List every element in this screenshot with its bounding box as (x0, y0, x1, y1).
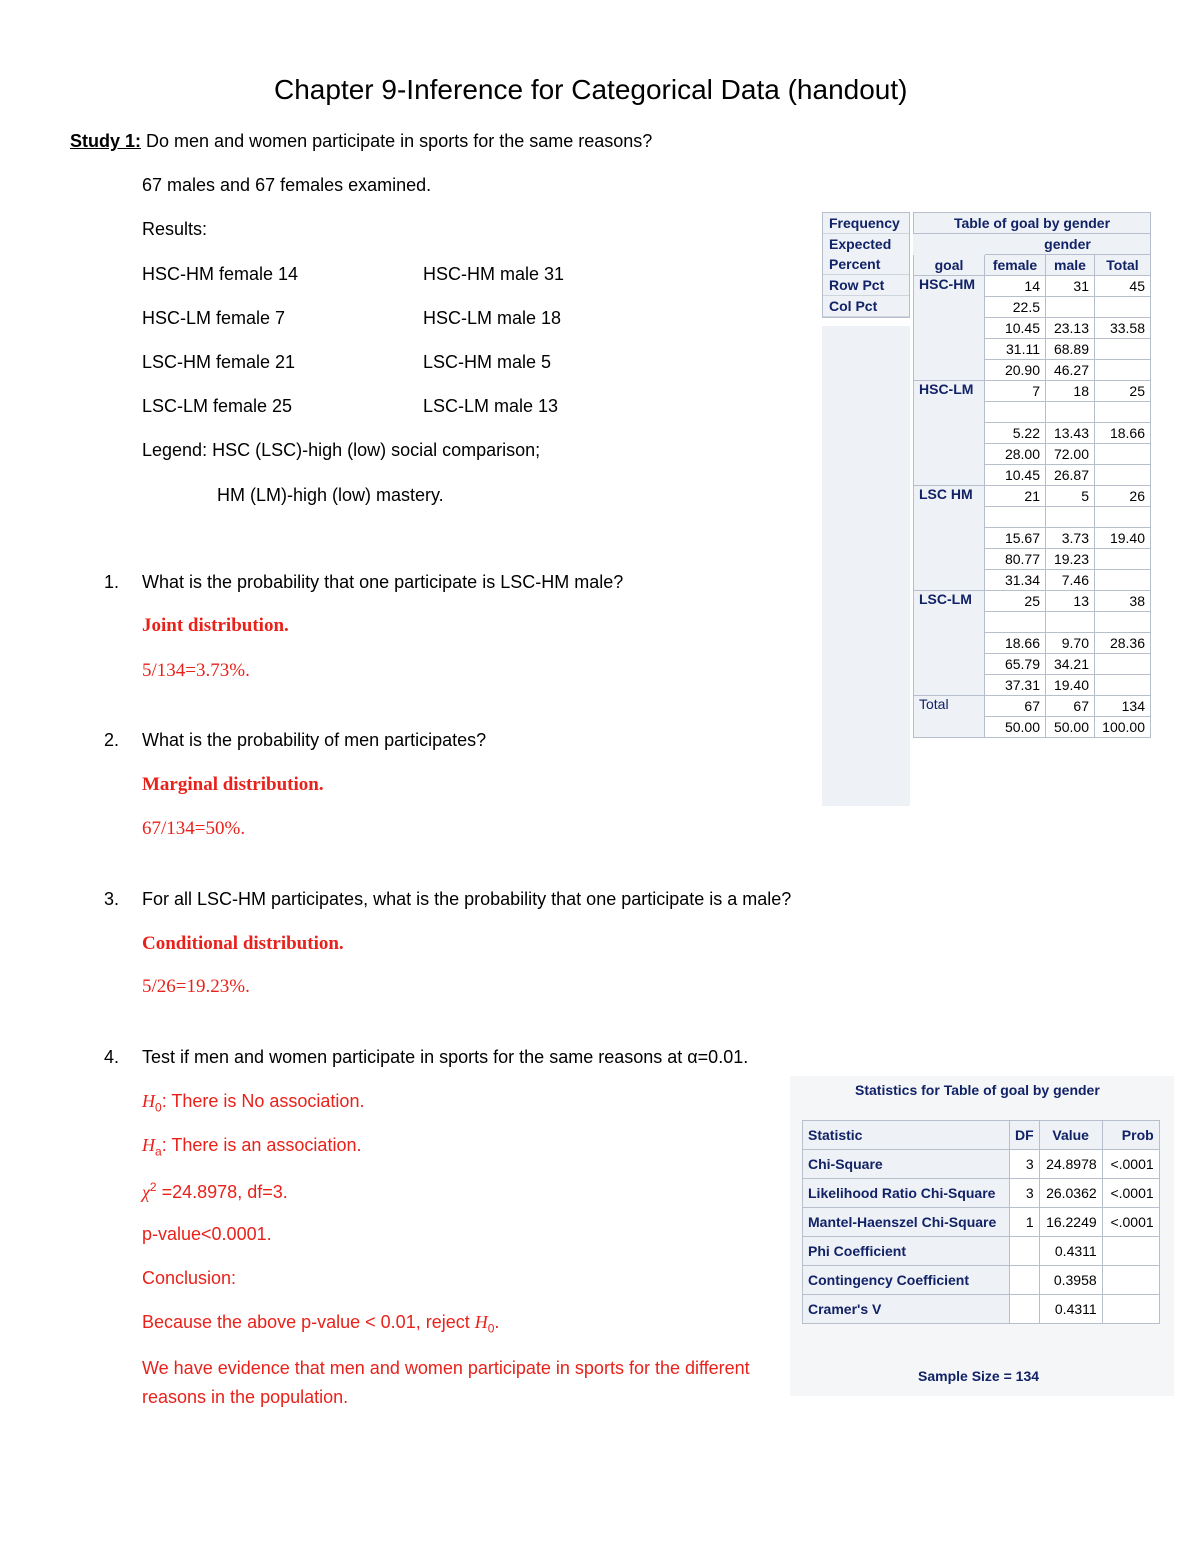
legend-col-pct: Col Pct (823, 296, 909, 317)
crosstab-cell: 7 (985, 381, 1046, 402)
crosstab-cell: 5 (1046, 486, 1095, 507)
crosstab-cell: 25 (1095, 381, 1151, 402)
crosstab-cell: 38 (1095, 591, 1151, 612)
crosstab-cell: 7.46 (1046, 570, 1095, 591)
crosstab-cell: 21 (985, 486, 1046, 507)
stats-table (802, 1120, 1160, 1324)
crosstab-total-cell: 67 (1046, 696, 1095, 717)
crosstab-cell (1095, 402, 1151, 423)
stats-cell (1010, 1237, 1040, 1266)
crosstab-cell: 20.90 (985, 360, 1046, 381)
reject-end: . (494, 1312, 500, 1332)
column-header: female (985, 255, 1046, 276)
crosstab-row (914, 591, 1151, 612)
crosstab-row (914, 276, 1151, 297)
result-right: LSC-LM male 13 (423, 396, 559, 416)
crosstab-cell (1095, 507, 1151, 528)
crosstab-cell: 14 (985, 276, 1046, 297)
question-number: 2. (104, 730, 120, 750)
study-label: Study 1: (70, 131, 142, 151)
crosstab-cell: 65.79 (985, 654, 1046, 675)
crosstab-row (914, 486, 1151, 507)
row-label: LSC HM (914, 486, 985, 591)
question-text: What is the probability of men participates? (142, 730, 487, 750)
reject-statement (142, 1312, 499, 1336)
stats-cell: 0.3958 (1039, 1266, 1102, 1295)
crosstab-cell (985, 612, 1046, 633)
stats-header: Prob (1102, 1121, 1159, 1150)
crosstab-total-cell: 134 (1095, 696, 1151, 717)
stats-cell: <.0001 (1102, 1179, 1159, 1208)
row-label: HSC-HM (914, 276, 985, 381)
conclusion-label: Conclusion: (142, 1268, 237, 1288)
crosstab-cell: 37.31 (985, 675, 1046, 696)
crosstab-cell (985, 507, 1046, 528)
crosstab-cell: 19.40 (1046, 675, 1095, 696)
stats-cell: <.0001 (1102, 1208, 1159, 1237)
h0-symbol: H (474, 1312, 488, 1332)
row-label: HSC-LM (914, 381, 985, 486)
chi-symbol: χ (142, 1182, 150, 1202)
legend-row-pct: Row Pct (823, 275, 909, 296)
crosstab-cell (1095, 654, 1151, 675)
crosstab-cell (1046, 507, 1095, 528)
stats-header: Statistic (803, 1121, 1010, 1150)
answer-value: 5/26=19.23%. (142, 976, 250, 997)
stats-label: Contingency Coefficient (803, 1266, 1010, 1295)
answer-value: 67/134=50%. (142, 818, 246, 839)
crosstab-cell: 31.11 (985, 339, 1046, 360)
crosstab-cell: 25 (985, 591, 1046, 612)
stats-row (803, 1150, 1160, 1179)
legend-line-1: Legend: HSC (LSC)-high (low) social comparison; (142, 440, 541, 460)
crosstab-cell: 80.77 (985, 549, 1046, 570)
crosstab-cell: 28.36 (1095, 633, 1151, 654)
stats-row (803, 1237, 1160, 1266)
legend-line-2: HM (LM)-high (low) mastery. (217, 485, 444, 505)
question-number: 4. (104, 1047, 120, 1067)
crosstab-cell: 34.21 (1046, 654, 1095, 675)
crosstab-cell: 19.23 (1046, 549, 1095, 570)
crosstab-cell (1046, 402, 1095, 423)
crosstab-cell: 18 (1046, 381, 1095, 402)
stats-title: Statistics for Table of goal by gender (855, 1082, 1100, 1098)
result-left: HSC-HM female 14 (142, 264, 299, 284)
stats-row (803, 1266, 1160, 1295)
h0-symbol: H (142, 1091, 155, 1111)
stats-cell (1102, 1295, 1159, 1324)
crosstab-cell: 22.5 (985, 297, 1046, 318)
crosstab-cell (1095, 549, 1151, 570)
stats-cell: 16.2249 (1039, 1208, 1102, 1237)
chi-superscript: 2 (149, 1180, 157, 1194)
question-number: 3. (104, 889, 120, 909)
crosstab-cell: 18.66 (1095, 423, 1151, 444)
crosstab-cell: 18.66 (985, 633, 1046, 654)
study-line (70, 131, 652, 152)
study-question: Do men and women participate in sports for the same reasons? (146, 131, 653, 151)
crosstab-cell: 72.00 (1046, 444, 1095, 465)
crosstab-cell: 10.45 (985, 318, 1046, 339)
reject-text: Because the above p-value < 0.01, reject (142, 1312, 475, 1332)
answer-type: Marginal distribution. (142, 774, 324, 795)
crosstab-cell: 46.27 (1046, 360, 1095, 381)
alt-hypothesis (142, 1135, 361, 1159)
crosstab-cell (1095, 297, 1151, 318)
crosstab-cell (1095, 444, 1151, 465)
crosstab-cell: 23.13 (1046, 318, 1095, 339)
answer-type: Joint distribution. (142, 615, 289, 636)
stats-label: Mantel-Haenszel Chi-Square (803, 1208, 1010, 1237)
crosstab-cell (1046, 297, 1095, 318)
row-label: LSC-LM (914, 591, 985, 696)
stats-cell: <.0001 (1102, 1150, 1159, 1179)
stats-row (803, 1179, 1160, 1208)
chi-square-stat (142, 1180, 288, 1203)
crosstab-cell (1095, 465, 1151, 486)
column-header: male (1046, 255, 1095, 276)
question-text: Test if men and women participate in sports for the same reasons at α=0.01. (142, 1047, 749, 1067)
result-right: HSC-LM male 18 (423, 308, 562, 328)
p-value: p-value<0.0001. (142, 1224, 272, 1244)
result-left: LSC-HM female 21 (142, 352, 296, 372)
legend-panel-bg (822, 326, 910, 806)
crosstab-col-group: gender (985, 234, 1151, 255)
stats-cell: 24.8978 (1039, 1150, 1102, 1179)
ha-symbol: H (142, 1135, 155, 1155)
stats-cell: 1 (1010, 1208, 1040, 1237)
crosstab-table (913, 212, 1151, 738)
crosstab-total-row (914, 696, 1151, 717)
null-hypothesis (142, 1091, 364, 1115)
stats-cell: 3 (1010, 1150, 1040, 1179)
crosstab-cell: 9.70 (1046, 633, 1095, 654)
stats-cell (1010, 1266, 1040, 1295)
crosstab-cell (1095, 612, 1151, 633)
h0-text: : There is No association. (161, 1091, 365, 1111)
stats-cell: 3 (1010, 1179, 1040, 1208)
crosstab-total-cell: 50.00 (985, 717, 1046, 738)
stats-label: Phi Coefficient (803, 1237, 1010, 1266)
crosstab-cell: 31.34 (985, 570, 1046, 591)
page-title: Chapter 9-Inference for Categorical Data (handout) (274, 74, 908, 105)
crosstab-cell: 19.40 (1095, 528, 1151, 549)
crosstab-cell: 26.87 (1046, 465, 1095, 486)
legend-frequency: Frequency (823, 213, 909, 234)
crosstab-cell: 28.00 (985, 444, 1046, 465)
stats-header: DF (1010, 1121, 1040, 1150)
stats-label: Chi-Square (803, 1150, 1010, 1179)
stats-header: Value (1039, 1121, 1102, 1150)
answer-value: 5/134=3.73%. (142, 660, 250, 681)
crosstab-cell: 45 (1095, 276, 1151, 297)
stats-cell (1010, 1295, 1040, 1324)
stats-row (803, 1295, 1160, 1324)
results-label: Results: (142, 219, 208, 239)
crosstab-cell (985, 402, 1046, 423)
stats-cell (1102, 1266, 1159, 1295)
crosstab-cell: 15.67 (985, 528, 1046, 549)
crosstab-cell: 13 (1046, 591, 1095, 612)
result-right: HSC-HM male 31 (423, 264, 565, 284)
sample-text: 67 males and 67 females examined. (142, 175, 432, 195)
crosstab-cell: 31 (1046, 276, 1095, 297)
sample-size: Sample Size = 134 (918, 1368, 1040, 1384)
crosstab-total-cell: 50.00 (1046, 717, 1095, 738)
crosstab-legend (822, 212, 910, 318)
crosstab-row (914, 381, 1151, 402)
legend-percent: Percent (823, 254, 909, 275)
stats-cell: 0.4311 (1039, 1237, 1102, 1266)
ha-subscript: a (155, 1144, 162, 1159)
stats-row (803, 1208, 1160, 1237)
crosstab-title: Table of goal by gender (914, 213, 1151, 234)
h0-subscript: 0 (155, 1100, 162, 1115)
crosstab-total-cell: 67 (985, 696, 1046, 717)
crosstab-total-cell: 100.00 (1095, 717, 1151, 738)
crosstab-cell: 5.22 (985, 423, 1046, 444)
result-left: HSC-LM female 7 (142, 308, 286, 328)
crosstab-cell: 68.89 (1046, 339, 1095, 360)
stats-cell: 26.0362 (1039, 1179, 1102, 1208)
crosstab-cell (1046, 612, 1095, 633)
chi-text: =24.8978, df=3. (156, 1182, 288, 1202)
crosstab-cell (1095, 570, 1151, 591)
answer-type: Conditional distribution. (142, 933, 344, 954)
h0-subscript: 0 (487, 1321, 495, 1336)
result-left: LSC-LM female 25 (142, 396, 293, 416)
legend-expected: Expected (829, 236, 892, 252)
column-header: Total (1095, 255, 1151, 276)
question-text: For all LSC-HM participates, what is the probability that one participate is a male? (142, 889, 792, 909)
evidence-statement: We have evidence that men and women participate in sports for the different reasons in the population. (142, 1358, 750, 1407)
ha-text: : There is an association. (161, 1135, 362, 1155)
stats-cell (1102, 1237, 1159, 1266)
crosstab-row-header: goal (914, 255, 985, 276)
crosstab-cell (1095, 339, 1151, 360)
result-right: LSC-HM male 5 (423, 352, 552, 372)
question-text: What is the probability that one participate is LSC-HM male? (142, 572, 624, 592)
question-number: 1. (104, 572, 120, 592)
crosstab-cell: 26 (1095, 486, 1151, 507)
stats-label: Likelihood Ratio Chi-Square (803, 1179, 1010, 1208)
crosstab-cell: 13.43 (1046, 423, 1095, 444)
crosstab-cell: 3.73 (1046, 528, 1095, 549)
crosstab-cell: 33.58 (1095, 318, 1151, 339)
total-label: Total (914, 696, 985, 738)
crosstab-cell: 10.45 (985, 465, 1046, 486)
stats-cell: 0.4311 (1039, 1295, 1102, 1324)
crosstab-cell (1095, 360, 1151, 381)
crosstab-cell (1095, 675, 1151, 696)
stats-label: Cramer's V (803, 1295, 1010, 1324)
